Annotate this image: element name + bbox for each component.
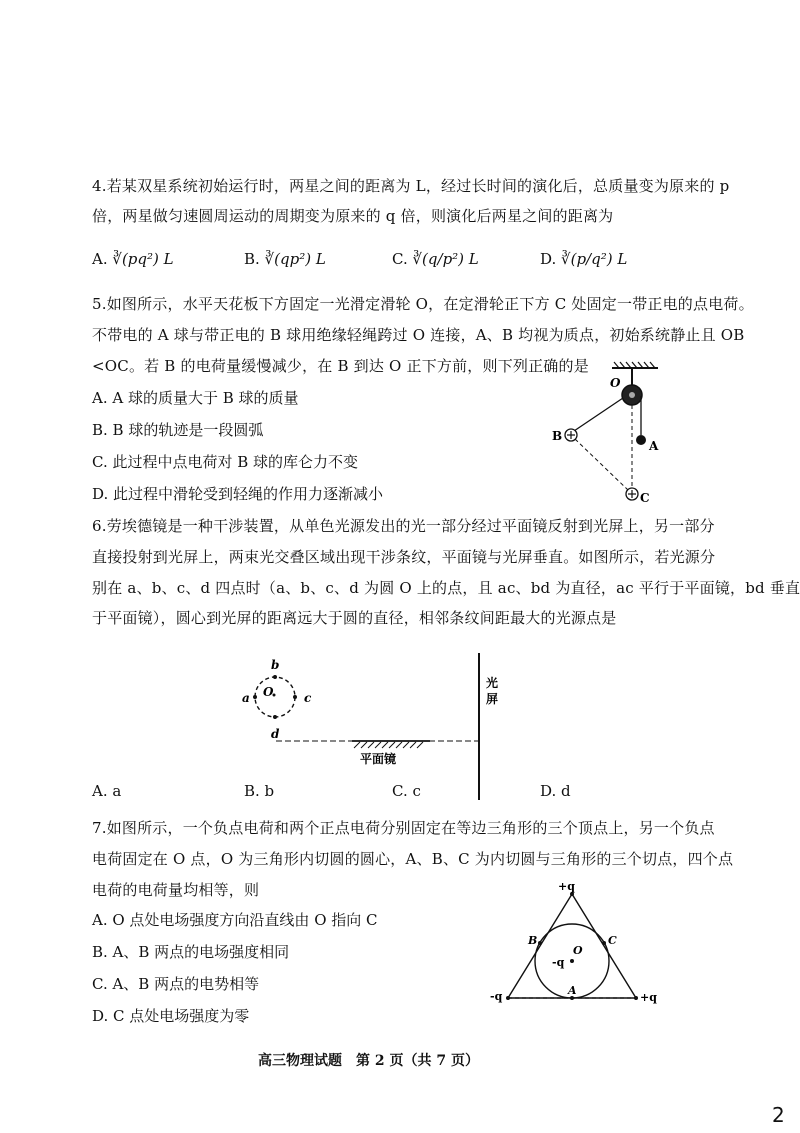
- label-c: C: [608, 934, 617, 947]
- center-o: [570, 959, 574, 963]
- ball-a: [636, 435, 646, 445]
- label-d: d: [271, 727, 280, 741]
- q5-option-a[interactable]: A. A 球的质量大于 B 球的质量: [92, 389, 299, 407]
- label-o: O: [610, 376, 621, 390]
- q7-triangle-figure: [490, 878, 665, 1006]
- label-b: b: [271, 658, 280, 672]
- mirror-hatch: [354, 742, 423, 748]
- q7-stem-line3: 电荷的电荷量均相等，则: [92, 881, 260, 899]
- label-mirror: 平面镜: [360, 752, 397, 766]
- q7-option-b[interactable]: B. A、B 两点的电场强度相同: [92, 943, 290, 961]
- q4-option-d[interactable]: D. ∛(p/q²) L: [540, 250, 628, 268]
- label-a: a: [242, 691, 250, 705]
- q4-stem-line1: 4.若某双星系统初始运行时，两星之间的距离为 L，经过长时间的演化后，总质量变为原来的 p: [92, 177, 730, 195]
- q6-option-b[interactable]: B. b: [244, 782, 275, 800]
- q4-option-a[interactable]: A. ∛(pq²) L: [92, 250, 174, 268]
- bc-dashed-line: [575, 439, 628, 490]
- q6-stem-line2: 直接投射到光屏上，两束光交叠区域出现干涉条纹，平面镜与光屏垂直。如图所示，若光源分: [92, 548, 716, 566]
- page-number: 2: [772, 1103, 785, 1127]
- label-b: B: [528, 934, 538, 947]
- q6-stem-line4: 于平面镜），圆心到光屏的距离远大于圆的直径，相邻条纹间距最大的光源点是: [92, 609, 617, 627]
- label-b: B: [552, 429, 563, 443]
- label-o: O: [573, 944, 583, 957]
- q5-option-b[interactable]: B. B 球的轨迹是一段圆弧: [92, 421, 264, 439]
- q7-option-c[interactable]: C. A、B 两点的电势相等: [92, 975, 260, 993]
- label-center-charge: -q: [552, 956, 565, 969]
- q6-stem-line1: 6.劳埃德镜是一种干涉装置，从单色光源发出的光一部分经过平面镜反射到光屏上，另一部分: [92, 517, 715, 535]
- q5-pulley-figure: [540, 360, 670, 510]
- label-screen-1: 光: [486, 676, 499, 690]
- q5-stem-line1: 5.如图所示，水平天花板下方固定一光滑定滑轮 O，在定滑轮正下方 C 处固定一带正电的点电荷。: [92, 295, 754, 313]
- q5-stem-line3: <OC。若 B 的电荷量缓慢减少，在 B 到达 O 正下方前，则下列正确的是: [92, 357, 589, 375]
- q7-option-d[interactable]: D. C 点处电场强度为零: [92, 1007, 250, 1025]
- label-top-charge: +q: [558, 880, 575, 893]
- q6-option-d[interactable]: D. d: [540, 782, 571, 800]
- label-c: C: [640, 491, 650, 505]
- q4-stem-line2: 倍，两星做匀速圆周运动的周期变为原来的 q 倍，则演化后两星之间的距离为: [92, 207, 614, 225]
- label-screen-2: 屏: [486, 692, 499, 706]
- q5-stem-line2: 不带电的 A 球与带正电的 B 球用绝缘轻绳跨过 O 连接，A、B 均视为质点，初始系统静止且 OB: [92, 326, 745, 344]
- q4-option-b[interactable]: B. ∛(qp²) L: [244, 250, 326, 268]
- q5-option-d[interactable]: D. 此过程中滑轮受到轻绳的作用力逐渐减小: [92, 485, 384, 503]
- rope-to-b: [571, 398, 623, 433]
- q7-option-a[interactable]: A. O 点处电场强度方向沿直线由 O 指向 C: [92, 911, 378, 929]
- label-a: A: [649, 439, 659, 453]
- q7-stem-line1: 7.如图所示，一个负点电荷和两个正点电荷分别固定在等边三角形的三个顶点上，另一个负点: [92, 819, 715, 837]
- label-o: O: [263, 685, 274, 699]
- q4-option-c[interactable]: C. ∛(q/p²) L: [392, 250, 479, 268]
- label-a: A: [568, 984, 577, 997]
- label-right-charge: +q: [640, 991, 657, 1004]
- q5-option-c[interactable]: C. 此过程中点电荷对 B 球的库仑力不变: [92, 453, 359, 471]
- q6-option-a[interactable]: A. a: [92, 782, 122, 800]
- q6-option-c[interactable]: C. c: [392, 782, 421, 800]
- pulley-axle: [629, 392, 635, 398]
- source-circle: [255, 677, 295, 717]
- q6-stem-line3: 别在 a、b、c、d 四点时（a、b、c、d 为圆 O 上的点，且 ac、bd 为直径，ac 平行于平面镜，bd 垂直: [92, 579, 800, 597]
- label-left-charge: -q: [490, 990, 503, 1003]
- label-c: c: [304, 691, 312, 705]
- q7-stem-line2: 电荷固定在 O 点，O 为三角形内切圆的圆心，A、B、C 为内切圆与三角形的三个切点，四个点: [92, 850, 734, 868]
- page-footer: 高三物理试题 第 2 页（共 7 页）: [258, 1053, 479, 1069]
